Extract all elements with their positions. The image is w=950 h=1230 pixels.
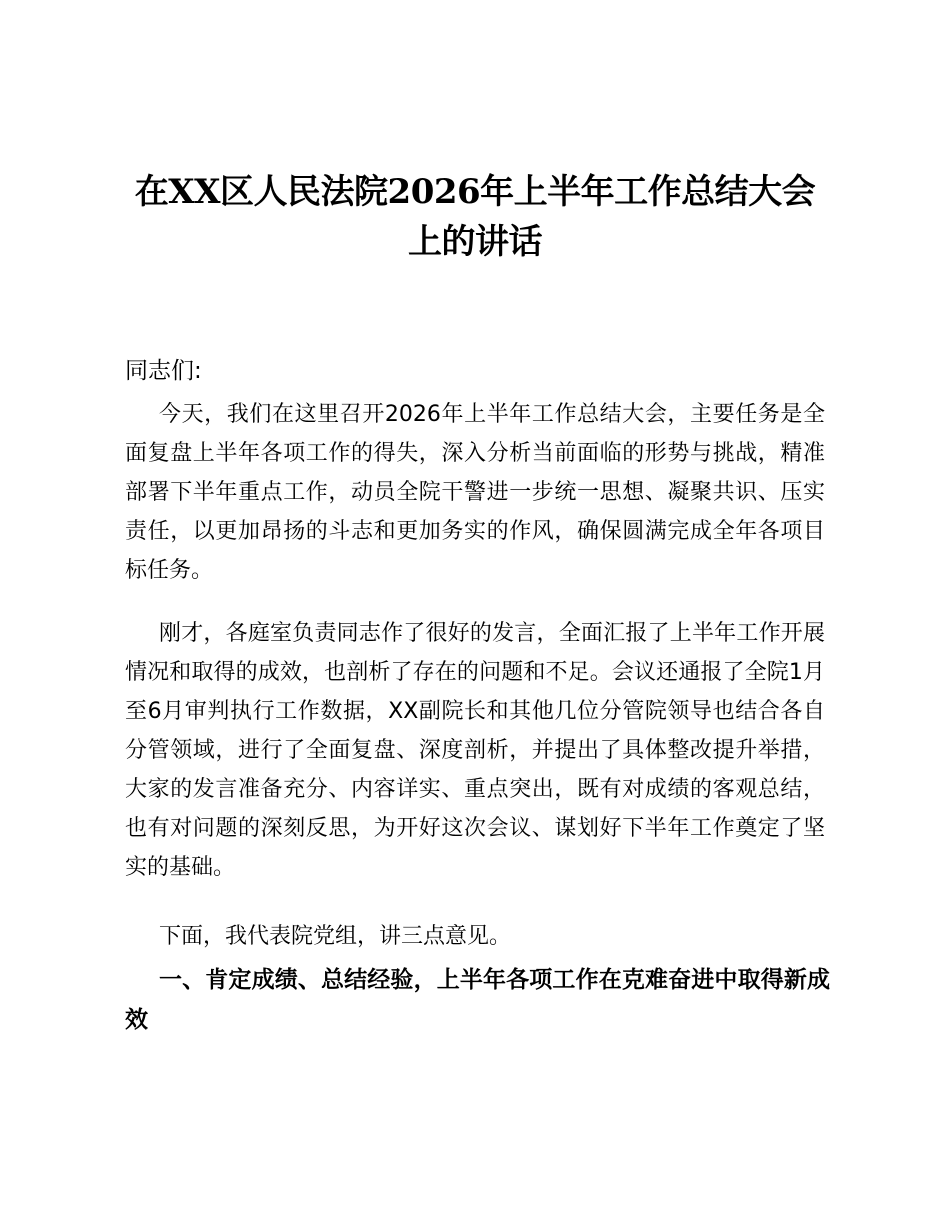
- title-line-1: 在XX区人民法院2026年上半年工作总结大会: [134, 172, 816, 212]
- section-heading-1: 一、肯定成绩、总结经验，上半年各项工作在克难奋进中取得新成效: [125, 967, 830, 1033]
- salutation: 同志们:: [125, 358, 202, 384]
- paragraph-opening: 今天，我们在这里召开2026年上半年工作总结大会，主要任务是全面复盘上半年各项工作的得失，深入分析当前面临的形势与挑战，精准部署下半年重点工作，动员全院干警进一步统一思想、凝聚共识、压实责任，以更加昂扬的斗志和更加务实的作风，确保圆满完成全年各项目标任务。: [125, 402, 825, 583]
- paragraph-transition: 下面，我代表院党组，讲三点意见。: [159, 924, 512, 949]
- paragraph-review: 刚才，各庭室负责同志作了很好的发言，全面汇报了上半年工作开展情况和取得的成效，也剖析了存在的问题和不足。会议还通报了全院1月至6月审判执行工作数据，XX副院长和其他几位分管院领导也结合各自分管领域，进行了全面复盘、深度剖析，并提出了具体整改提升举措，大家的发言准备充分、内容详实、重点突出，既有对成绩的客观总结，也有对问题的深刻反思，为开好这次会议、谋划好下半年工作奠定了坚实的基础。: [125, 621, 825, 880]
- title-line-2: 上的讲话: [408, 222, 542, 262]
- document-title: [100, 167, 850, 267]
